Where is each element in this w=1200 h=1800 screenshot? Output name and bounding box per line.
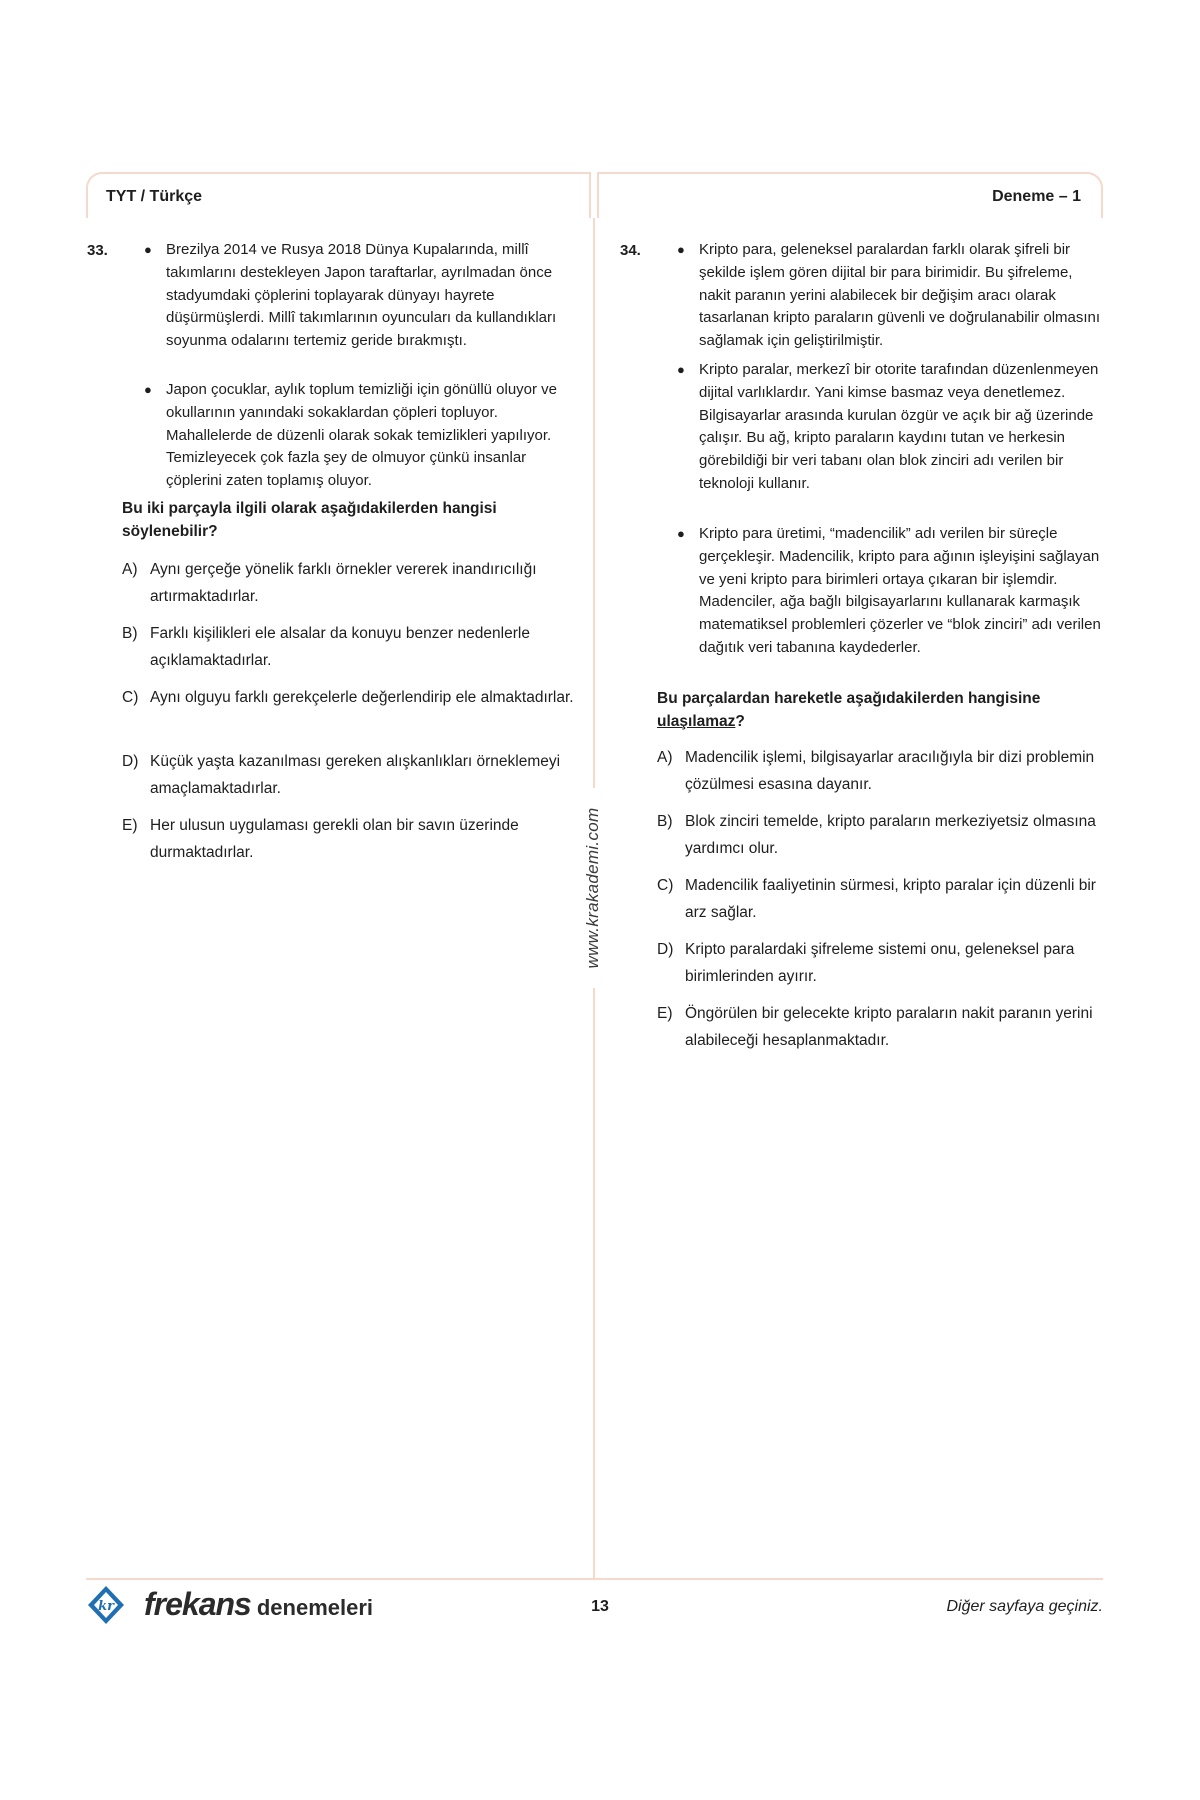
option-letter: D) bbox=[657, 941, 674, 958]
bullet-dot-icon: ● bbox=[677, 242, 685, 257]
option-text: Farklı kişilikleri ele alsalar da konuyu benzer nedenlerle açıklamaktadırlar. bbox=[150, 625, 530, 669]
option-letter: B) bbox=[122, 625, 138, 642]
header-right-box bbox=[597, 172, 1103, 218]
passage-bullet bbox=[677, 523, 1105, 660]
question-stem bbox=[657, 687, 1102, 733]
brand-name: frekans bbox=[144, 1586, 251, 1622]
page-number: 13 bbox=[591, 1598, 609, 1615]
option-letter: E) bbox=[122, 817, 138, 834]
question-number: 33. bbox=[87, 242, 108, 259]
passage-text: Kripto para üretimi, “madencilik” adı verilen bir süreçle gerçekleşir. Madencilik, kripto para ağının işleyişini sağlayan ve yeni kripto para birimleri ortaya çıkaran bir işlemdir. Madenciler, ağa bağlı bilgisayarlarını kullanarak karmaşık matematiksel problemleri çözerler ve “blok zinciri” adı verilen dağıtık veri tabanına kaydederler. bbox=[699, 525, 1101, 656]
passage-bullet bbox=[677, 239, 1105, 353]
next-page-note: Diğer sayfaya geçiniz. bbox=[946, 1598, 1103, 1615]
question-number: 34. bbox=[620, 242, 641, 259]
answer-option-d[interactable] bbox=[122, 748, 577, 802]
passage-bullet bbox=[144, 379, 569, 493]
option-letter: C) bbox=[657, 877, 674, 894]
option-text: Her ulusun uygulaması gerekli olan bir savın üzerinde durmaktadırlar. bbox=[150, 817, 519, 861]
header-left-box bbox=[86, 172, 591, 218]
exam-title: Deneme – 1 bbox=[992, 188, 1081, 205]
passage-text: Brezilya 2014 ve Rusya 2018 Dünya Kupalarında, millî takımlarını destekleyen Japon taraftarlar, ayrılmadan önce stadyumdaki çöplerini toplayarak dünyayı hayrete düşürmüşlerdi. Millî takımlarının oyuncuları da kullandıkları soyunma odalarını tertemiz geride bırakmıştı. bbox=[166, 241, 557, 350]
watermark-url: www.krakademi.com bbox=[581, 788, 605, 988]
option-text: Kripto paralardaki şifreleme sistemi onu, geleneksel para birimlerinden ayırır. bbox=[685, 941, 1075, 985]
passage-bullet bbox=[144, 239, 569, 353]
option-text: Madencilik işlemi, bilgisayarlar aracılığıyla bir dizi problemin çözülmesi esasına dayanır. bbox=[685, 749, 1095, 793]
answer-option-b[interactable] bbox=[122, 620, 577, 674]
option-letter: C) bbox=[122, 689, 139, 706]
footer-divider bbox=[86, 1578, 1103, 1580]
logo-text: kr bbox=[98, 1599, 114, 1614]
answer-option-d[interactable] bbox=[657, 936, 1102, 990]
option-text: Aynı olguyu farklı gerekçelerle değerlendirip ele almaktadırlar. bbox=[150, 689, 574, 706]
option-text: Blok zinciri temelde, kripto paraların merkeziyetsiz olmasına yardımcı olur. bbox=[685, 813, 1096, 857]
option-letter: E) bbox=[657, 1005, 673, 1022]
option-letter: D) bbox=[122, 753, 139, 770]
stem-text: Bu parçalardan hareketle aşağıdakilerden hangisine bbox=[657, 690, 1041, 707]
answer-option-e[interactable] bbox=[657, 1000, 1102, 1054]
option-text: Öngörülen bir gelecekte kripto paraların nakit paranın yerini alabileceği hesaplanmaktadır. bbox=[685, 1005, 1093, 1049]
exam-subject: TYT / Türkçe bbox=[106, 188, 203, 205]
option-letter: B) bbox=[657, 813, 673, 830]
option-text: Küçük yaşta kazanılması gereken alışkanlıkları örneklemeyi amaçlamaktadırlar. bbox=[150, 753, 561, 797]
passage-text: Japon çocuklar, aylık toplum temizliği için gönüllü oluyor ve okullarının yanındaki sokaklardan çöpleri topluyor. Mahallelerde de düzenli olarak sokak temizlikleri yapılıyor. Temizleyecek çok fazla şey de olmuyor çünkü insanlar çöplerini zaten toplamış oluyor. bbox=[166, 381, 558, 490]
option-letter: A) bbox=[657, 749, 673, 766]
answer-option-b[interactable] bbox=[657, 808, 1102, 862]
passage-text: Kripto para, geleneksel paralardan farklı olarak şifreli bir şekilde işlem gören dijital bir para birimidir. Bu şifreleme, nakit paranın yerini alabilecek bir değişim aracı olarak tasarlanan kripto paraların güvenli ve doğrulanabilir olmasını sağlamak için geliştirilmiştir. bbox=[699, 241, 1101, 350]
answer-option-a[interactable] bbox=[657, 744, 1102, 798]
answer-option-e[interactable] bbox=[122, 812, 577, 866]
option-text: Madencilik faaliyetinin sürmesi, kripto paralar için düzenli bir arz sağlar. bbox=[685, 877, 1096, 921]
question-stem: Bu iki parçayla ilgili olarak aşağıdakilerden hangisi söylenebilir? bbox=[122, 500, 497, 540]
bullet-dot-icon: ● bbox=[677, 362, 685, 377]
bullet-dot-icon: ● bbox=[144, 242, 152, 257]
option-letter: A) bbox=[122, 561, 138, 578]
answer-option-a[interactable] bbox=[122, 556, 577, 610]
bullet-dot-icon: ● bbox=[144, 382, 152, 397]
bullet-dot-icon: ● bbox=[677, 526, 685, 541]
passage-text: Kripto paralar, merkezî bir otorite tarafından düzenlenmeyen dijital varlıklardır. Yani kimse basmaz veya denetlemez. Bilgisayarlar arasında kurulan özgür ve açık bir ağ üzerinde çalışır. Bu ağ, kripto paraların kaydını tutan ve herkesin görebildiği bir veri tabanı olan blok zinciri adı verilen bir teknoloji kullanır. bbox=[699, 361, 1099, 492]
passage-bullet bbox=[677, 359, 1105, 496]
answer-option-c[interactable] bbox=[122, 684, 577, 711]
answer-option-c[interactable] bbox=[657, 872, 1102, 926]
stem-question-mark: ? bbox=[735, 713, 745, 730]
stem-emphasis: ulaşılamaz bbox=[657, 713, 736, 730]
option-text: Aynı gerçeğe yönelik farklı örnekler vererek inandırıcılığı artırmaktadırlar. bbox=[150, 561, 537, 605]
brand-subtitle: denemeleri bbox=[256, 1595, 374, 1620]
